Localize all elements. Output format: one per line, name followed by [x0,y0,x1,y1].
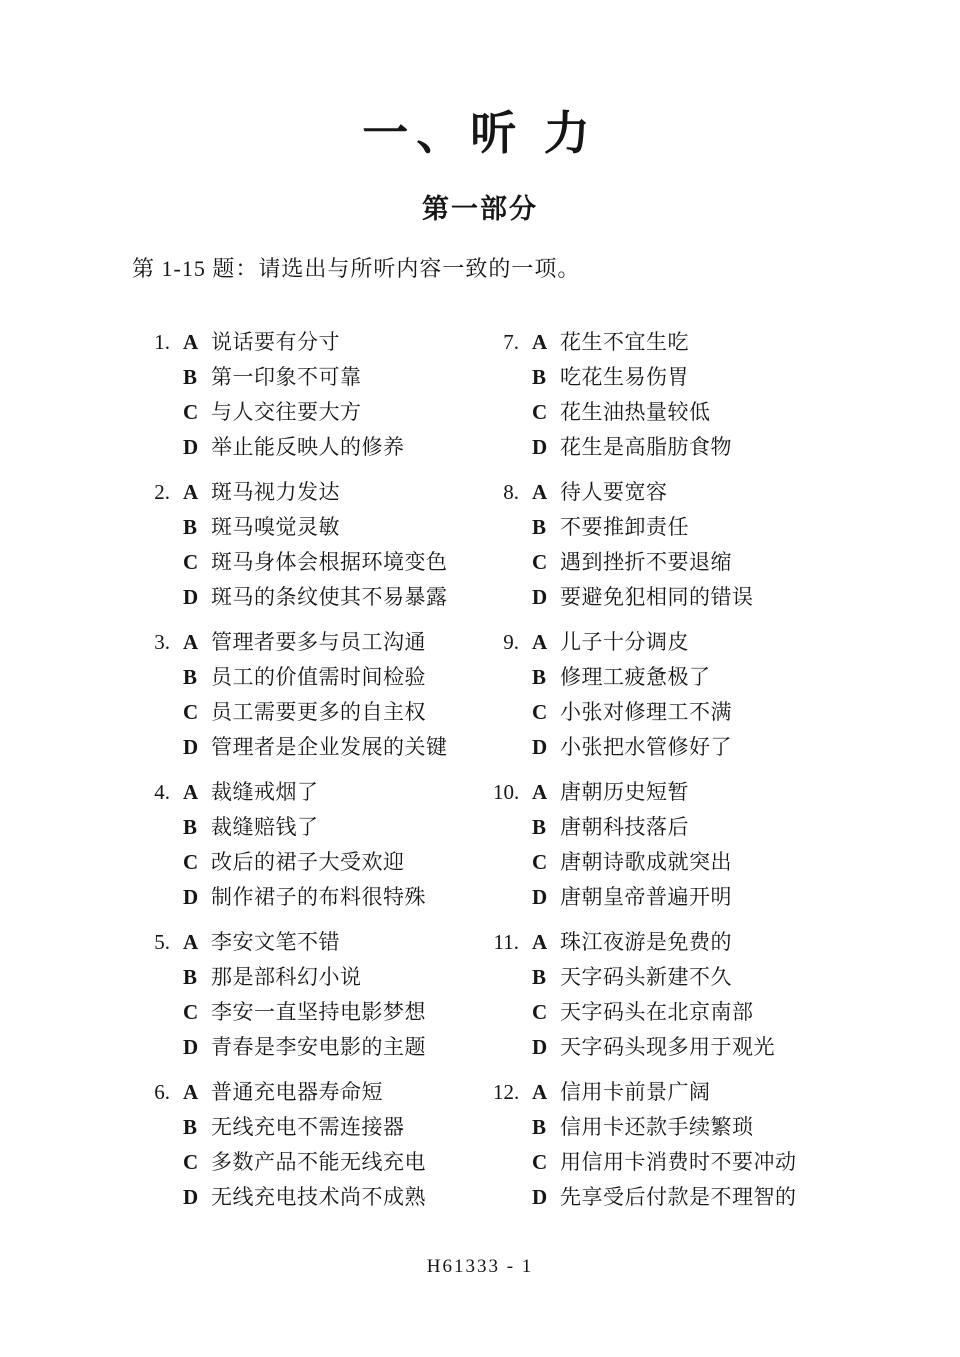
option-row [532,510,754,545]
option-row [183,1075,426,1110]
option-letter: B [183,364,198,389]
option-letter: A [183,329,199,354]
question-number: 11. [493,929,519,954]
option-letter: A [532,479,548,504]
question-number: 8. [503,479,519,504]
option-letter: C [183,549,199,574]
option-letter: A [532,1079,548,1104]
option-letter: D [183,884,199,909]
option-row [183,1145,426,1180]
option-text: 改后的裙子大受欢迎 [211,849,405,874]
option-row [532,1180,797,1215]
option-text: 裁缝赔钱了 [211,814,319,839]
option-text: 唐朝历史短暂 [560,779,689,804]
question-number: 2. [154,479,170,504]
option-row [532,1145,797,1180]
option-letter: B [183,514,198,539]
option-letter: D [532,434,548,459]
question-block [144,325,493,465]
questions-left-column [144,325,493,1225]
options [183,325,405,465]
options [532,625,732,765]
option-text: 管理者要多与员工沟通 [211,629,426,654]
option-letter: B [183,964,198,989]
option-letter: C [532,849,548,874]
option-row [183,325,405,360]
option-letter: D [532,1034,548,1059]
option-row [532,995,775,1030]
option-letter: D [183,1034,199,1059]
option-row [532,695,732,730]
option-row [532,730,732,765]
option-row [532,360,732,395]
options [183,1075,426,1215]
option-row [532,395,732,430]
option-text: 唐朝皇帝普遍开明 [560,884,732,909]
options [532,1075,797,1215]
option-row [532,1075,797,1110]
option-letter: A [183,629,199,654]
option-text: 天字码头现多用于观光 [560,1034,775,1059]
option-letter: C [532,549,548,574]
option-row [183,360,405,395]
option-text: 修理工疲惫极了 [560,664,711,689]
option-row [183,775,426,810]
option-letter: A [183,479,199,504]
option-text: 无线充电不需连接器 [211,1114,405,1139]
option-letter: B [532,364,547,389]
option-text: 李安一直坚持电影梦想 [211,999,426,1024]
option-letter: D [183,584,199,609]
option-text: 管理者是企业发展的关键 [211,734,448,759]
option-row [532,475,754,510]
option-letter: C [183,699,199,724]
option-text: 信用卡前景广阔 [560,1079,711,1104]
options [183,625,448,765]
option-text: 花生油热量较低 [560,399,711,424]
option-letter: C [183,399,199,424]
option-letter: C [532,999,548,1024]
option-text: 裁缝戒烟了 [211,779,319,804]
option-text: 第一印象不可靠 [211,364,362,389]
option-letter: B [532,514,547,539]
option-row [183,430,405,465]
option-row [183,1110,426,1145]
options [183,925,426,1065]
option-text: 天字码头在北京南部 [560,999,754,1024]
option-text: 儿子十分调皮 [560,629,689,654]
option-row [183,1030,426,1065]
option-row [183,960,426,995]
option-letter: B [532,814,547,839]
option-text: 与人交往要大方 [211,399,362,424]
option-text: 花生是高脂肪食物 [560,434,732,459]
option-row [532,625,732,660]
question-block [144,475,493,615]
option-letter: B [183,1114,198,1139]
question-block [144,925,493,1065]
option-letter: A [183,779,199,804]
question-number: 5. [154,929,170,954]
option-letter: A [183,929,199,954]
question-number: 3. [154,629,170,654]
option-row [183,695,448,730]
option-letter: A [532,329,548,354]
options [532,475,754,615]
option-text: 珠江夜游是免费的 [560,929,732,954]
option-letter: A [532,929,548,954]
option-text: 普通充电器寿命短 [211,1079,383,1104]
option-text: 先享受后付款是不理智的 [560,1184,797,1209]
option-row [532,1110,797,1145]
option-text: 唐朝诗歌成就突出 [560,849,732,874]
option-text: 说话要有分寸 [211,329,340,354]
option-row [532,880,732,915]
question-block [144,1075,493,1215]
question-number: 4. [154,779,170,804]
option-letter: C [183,999,199,1024]
instruction-text: 第 1-15 题：请选出与所听内容一致的一项。 [132,255,581,281]
option-row [183,730,448,765]
option-letter: C [183,1149,199,1174]
options [183,775,426,915]
option-row [532,325,732,360]
option-text: 制作裙子的布料很特殊 [211,884,426,909]
option-row [532,775,732,810]
question-block [493,925,842,1065]
question-block [493,475,842,615]
option-row [183,810,426,845]
option-row [532,580,754,615]
question-number: 9. [503,629,519,654]
option-text: 吃花生易伤胃 [560,364,689,389]
option-row [183,995,426,1030]
option-text: 斑马视力发达 [211,479,340,504]
page-title: 一、听 力 [362,108,598,159]
question-block [493,625,842,765]
option-letter: D [183,434,199,459]
option-row [183,625,448,660]
option-text: 员工的价值需时间检验 [211,664,426,689]
section-title: 第一部分 [422,193,538,224]
questions-right-column [493,325,842,1225]
option-text: 无线充电技术尚不成熟 [211,1184,426,1209]
option-text: 用信用卡消费时不要冲动 [560,1149,797,1174]
question-block [493,325,842,465]
option-letter: D [532,734,548,759]
page-footer-code: H61333 - 1 [426,1256,534,1277]
option-text: 待人要宽容 [560,479,668,504]
option-row [532,660,732,695]
option-text: 员工需要更多的自主权 [211,699,426,724]
option-row [183,475,448,510]
option-row [532,845,732,880]
questions-grid [144,325,960,1225]
option-letter: B [532,1114,547,1139]
option-row [532,810,732,845]
option-text: 斑马的条纹使其不易暴露 [211,584,448,609]
option-letter: A [532,779,548,804]
option-text: 要避免犯相同的错误 [560,584,754,609]
option-row [183,545,448,580]
option-text: 斑马身体会根据环境变色 [211,549,448,574]
options [532,925,775,1065]
option-letter: D [183,1184,199,1209]
question-number: 6. [154,1079,170,1104]
option-row [183,1180,426,1215]
option-text: 多数产品不能无线充电 [211,1149,426,1174]
question-block [144,775,493,915]
option-letter: D [532,1184,548,1209]
option-row [183,880,426,915]
option-letter: A [532,629,548,654]
option-row [532,430,732,465]
option-row [183,395,405,430]
question-number: 10. [493,779,520,804]
option-letter: C [532,699,548,724]
option-letter: D [532,884,548,909]
option-text: 唐朝科技落后 [560,814,689,839]
option-text: 斑马嗅觉灵敏 [211,514,340,539]
option-row [532,960,775,995]
option-text: 小张把水管修好了 [560,734,732,759]
options [532,325,732,465]
option-letter: C [183,849,199,874]
question-number: 7. [503,329,519,354]
option-text: 不要推卸责任 [560,514,689,539]
option-row [532,925,775,960]
option-text: 信用卡还款手续繁琐 [560,1114,754,1139]
option-text: 小张对修理工不满 [560,699,732,724]
question-block [493,775,842,915]
option-row [532,1030,775,1065]
option-row [183,510,448,545]
option-text: 青春是李安电影的主题 [211,1034,426,1059]
option-letter: B [532,664,547,689]
option-text: 举止能反映人的修养 [211,434,405,459]
option-letter: C [532,399,548,424]
option-text: 花生不宜生吃 [560,329,689,354]
option-text: 那是部科幻小说 [211,964,362,989]
question-block [144,625,493,765]
option-letter: B [183,814,198,839]
options [183,475,448,615]
option-letter: D [183,734,199,759]
option-row [532,545,754,580]
option-row [183,845,426,880]
option-letter: D [532,584,548,609]
question-number: 12. [493,1079,520,1104]
question-number: 1. [154,329,170,354]
option-letter: B [183,664,198,689]
option-text: 李安文笔不错 [211,929,340,954]
option-text: 遇到挫折不要退缩 [560,549,732,574]
question-block [493,1075,842,1215]
option-letter: B [532,964,547,989]
option-letter: A [183,1079,199,1104]
option-letter: C [532,1149,548,1174]
option-row [183,580,448,615]
option-text: 天字码头新建不久 [560,964,732,989]
options [532,775,732,915]
option-row [183,660,448,695]
option-row [183,925,426,960]
